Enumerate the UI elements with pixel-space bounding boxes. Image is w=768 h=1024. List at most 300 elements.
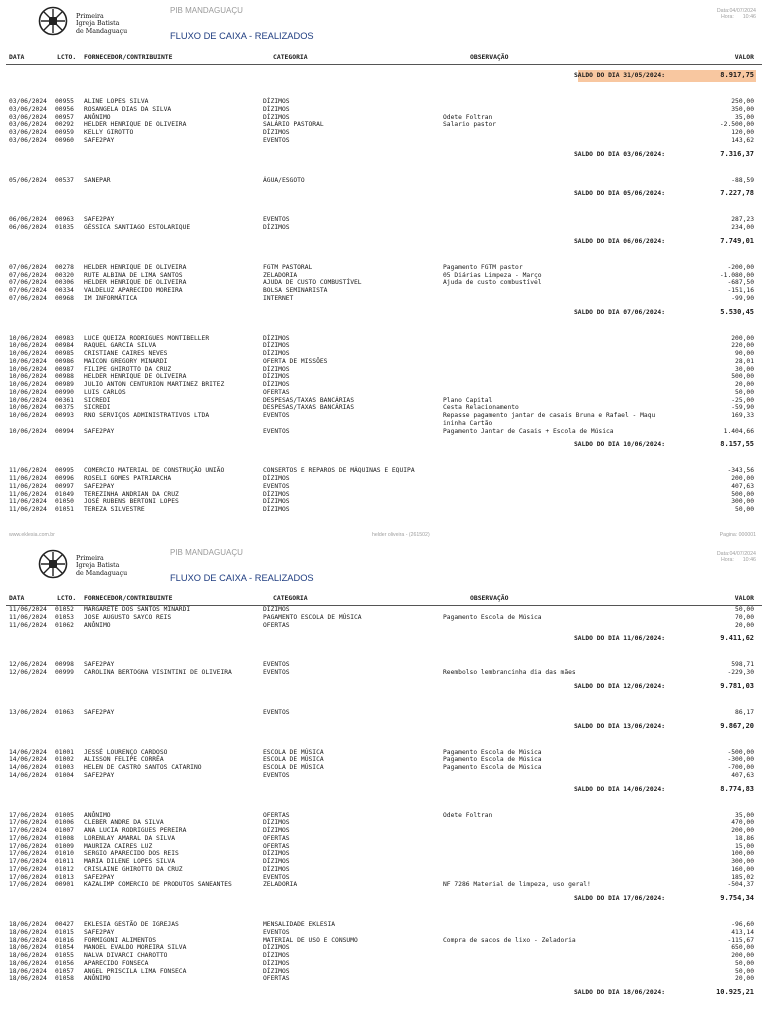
print-meta [717, 8, 756, 21]
cell-fornecedor: ALISSON FELIPE CORRÊA [84, 756, 164, 764]
cell-lcto: 01051 [55, 506, 74, 513]
cell-fornecedor: LORENLAY AMARAL DA SILVA [84, 834, 175, 842]
cell-categoria: OFERTAS [263, 834, 290, 842]
cell-lcto: 00427 [55, 921, 74, 928]
cell-lcto: 00968 [55, 294, 74, 302]
cell-categoria: EVENTOS [263, 771, 290, 779]
cell-date: 11/06/2024 [9, 613, 47, 621]
cell-lcto: 00993 [55, 412, 74, 419]
cell-lcto: 00334 [55, 287, 74, 294]
cell-valor: 86,17 [735, 708, 754, 716]
cell-observacao: Odete Foltran [443, 811, 493, 819]
cell-fornecedor: LUCE QUEIZA RODRIGUES MONTIBELLER [84, 334, 210, 342]
cell-categoria: DÍZIMOS [263, 98, 290, 105]
print-time: Hora: 10:46 [720, 14, 756, 21]
cell-fornecedor: ANÔNIMO [84, 621, 111, 629]
cell-categoria: OFERTAS [263, 621, 290, 629]
cell-categoria: ESCOLA DE MÚSICA [263, 764, 324, 771]
cell-fornecedor: HELDER HENRIQUE DE OLIVEIRA [84, 279, 187, 287]
cell-valor: 413,14 [731, 928, 754, 936]
transaction-row [0, 295, 768, 303]
cell-fornecedor: CAROLINA BERTOGNA VISINTINI DE OLIVEIRA [84, 669, 232, 676]
transaction-row [0, 874, 768, 882]
cell-categoria: DÍZIMOS [263, 498, 290, 506]
cell-date: 17/06/2024 [9, 850, 47, 858]
cell-valor: 250,00 [731, 98, 754, 105]
cell-categoria: OFERTAS [263, 388, 290, 396]
transaction-row [0, 944, 768, 952]
cell-fornecedor: ROSELI GOMES PATRIARCHA [84, 475, 172, 482]
transaction-row [0, 756, 768, 764]
cell-fornecedor: SAFE2PAY [84, 661, 115, 669]
cell-lcto: 00988 [55, 373, 74, 381]
cell-lcto: 01001 [55, 748, 74, 756]
balance-label: SALDO DO DIA 18/06/2024: [574, 989, 665, 996]
cell-lcto: 01015 [55, 928, 74, 936]
cell-fornecedor: SERGIO APARECIDO DOS REIS [84, 850, 179, 858]
cell-valor: -229,30 [727, 669, 754, 676]
cell-fornecedor: APARECIDO FONSECA [84, 959, 149, 967]
balance-label: SALDO DO DIA 31/05/2024: [574, 72, 665, 79]
cell-lcto: 00960 [55, 136, 74, 144]
cell-categoria: DÍZIMOS [263, 606, 290, 613]
cell-valor: -115,67 [727, 936, 754, 944]
transaction-row [0, 129, 768, 137]
cell-fornecedor: JULIO ANTON CENTURION MARTINEZ BRITEZ [84, 381, 225, 388]
cell-lcto: 01056 [55, 959, 74, 967]
transaction-row [0, 772, 768, 780]
cell-fornecedor: NALVA DIVARCI CHAROTTO [84, 952, 168, 959]
cell-fornecedor: ALINE LOPES SILVA [84, 98, 149, 105]
cell-fornecedor: SAFE2PAY [84, 708, 115, 716]
cell-lcto: 01013 [55, 873, 74, 881]
cell-lcto: 01062 [55, 621, 74, 629]
cell-categoria: DÍZIMOS [263, 827, 290, 834]
cell-date: 18/06/2024 [9, 967, 47, 975]
transaction-row [0, 381, 768, 389]
cell-valor: -99,90 [731, 294, 754, 302]
cell-valor: 35,00 [735, 811, 754, 819]
cell-date: 18/06/2024 [9, 959, 47, 967]
cell-date: 17/06/2024 [9, 811, 47, 819]
cell-fornecedor: SAFE2PAY [84, 928, 115, 936]
cell-observacao: 05 Diárias Limpeza - Março [443, 271, 542, 279]
cell-fornecedor: RNO SERVIÇOS ADMINISTRATIVOS LTDA [84, 412, 210, 419]
cell-valor: -700,00 [727, 764, 754, 771]
cell-date: 18/06/2024 [9, 975, 47, 983]
cell-categoria: DÍZIMOS [263, 475, 290, 482]
section-spacer [0, 88, 768, 98]
transaction-row [0, 216, 768, 224]
cell-date: 10/06/2024 [9, 334, 47, 342]
cell-valor: 160,00 [731, 865, 754, 873]
section-spacer [0, 457, 768, 467]
daily-balance-box [574, 439, 756, 451]
cell-date: 03/06/2024 [9, 129, 47, 136]
transaction-row [0, 287, 768, 295]
cell-categoria: EVENTOS [263, 216, 290, 224]
transaction-row [0, 850, 768, 858]
transaction-row [0, 614, 768, 622]
cell-fornecedor: MANOEL EVALDO MOREIRA SILVA [84, 944, 187, 952]
cell-categoria: DÍZIMOS [263, 865, 290, 873]
cell-fornecedor: HELDER HENRIQUE DE OLIVEIRA [84, 373, 187, 381]
cell-date: 17/06/2024 [9, 858, 47, 865]
cell-date: 18/06/2024 [9, 936, 47, 944]
cell-lcto: 00375 [55, 404, 74, 412]
cell-fornecedor: SAFE2PAY [84, 216, 115, 224]
transaction-row [0, 272, 768, 280]
cell-fornecedor: MAICON GREGORY MINARDI [84, 357, 168, 365]
balance-value: 8.917,75 [720, 71, 754, 79]
cell-valor: 28,01 [735, 357, 754, 365]
cell-date: 14/06/2024 [9, 764, 47, 771]
daily-balance-box [574, 633, 756, 645]
transaction-row [0, 975, 768, 983]
balance-label: SALDO DO DIA 03/06/2024: [574, 150, 665, 158]
cell-lcto: 00998 [55, 661, 74, 669]
transaction-row [0, 121, 768, 129]
cell-fornecedor: SAFE2PAY [84, 771, 115, 779]
cell-categoria: DÍZIMOS [263, 342, 290, 350]
cell-categoria: DESPESAS/TAXAS BANCÁRIAS [263, 404, 354, 412]
transaction-row [0, 177, 768, 185]
section-spacer [0, 739, 768, 749]
cell-lcto: 00995 [55, 467, 74, 475]
cell-categoria: EVENTOS [263, 661, 290, 669]
cell-categoria: DÍZIMOS [263, 129, 290, 136]
cell-valor: -504,37 [727, 881, 754, 889]
cell-valor: 470,00 [731, 819, 754, 827]
cell-date: 03/06/2024 [9, 98, 47, 105]
cell-date: 12/06/2024 [9, 669, 47, 676]
balance-value: 5.530,45 [720, 307, 754, 316]
transaction-row [0, 622, 768, 630]
cell-observacao: Pagamento Escola de Música [443, 613, 542, 621]
cell-fornecedor: JESSÉ LOURENÇO CARDOSO [84, 748, 168, 756]
cell-fornecedor: ANGEL PRISCILA LIMA FONSECA [84, 967, 187, 975]
cell-categoria: DÍZIMOS [263, 819, 290, 827]
balance-value: 10.925,21 [716, 988, 754, 996]
cell-observacao: Compra de sacos de lixo - Zeladoria [443, 936, 576, 944]
transaction-row [0, 475, 768, 483]
cell-valor: 35,00 [735, 113, 754, 121]
cell-categoria: ESCOLA DE MÚSICA [263, 756, 324, 764]
cell-fornecedor: HELEN DE CASTRO SANTOS CATARINO [84, 764, 202, 771]
cell-categoria: DÍZIMOS [263, 350, 290, 357]
cell-lcto: 00990 [55, 388, 74, 396]
balance-value: 7.749,01 [720, 236, 754, 245]
cell-valor: 20,00 [735, 381, 754, 388]
cell-fornecedor: TEREZA SILVESTRE [84, 506, 145, 513]
transaction-row [0, 412, 768, 420]
col-valor: VALOR [734, 594, 754, 602]
org-name: PIB MANDAGUAÇU [170, 548, 243, 557]
daily-balance-row [0, 983, 768, 1005]
transaction-row [0, 342, 768, 350]
cell-valor: 220,00 [731, 342, 754, 350]
daily-balance-row [0, 717, 768, 739]
col-valor: VALOR [734, 53, 754, 61]
cell-lcto: 00957 [55, 113, 74, 121]
cell-date: 11/06/2024 [9, 482, 47, 490]
cell-fornecedor: ANÔNIMO [84, 113, 111, 121]
print-date: Data:04/07/2024 [716, 551, 756, 557]
cell-valor: -2.500,00 [719, 121, 754, 129]
balance-label: SALDO DO DIA 10/06/2024: [574, 441, 665, 449]
transaction-row [0, 397, 768, 405]
balance-value: 7.227,78 [720, 189, 754, 198]
cell-date: 03/06/2024 [9, 121, 47, 129]
transaction-row [0, 137, 768, 145]
transaction-row [0, 506, 768, 514]
cell-lcto: 01012 [55, 865, 74, 873]
cell-lcto: 00999 [55, 669, 74, 676]
cell-date: 14/06/2024 [9, 748, 47, 756]
cell-categoria: DÍZIMOS [263, 334, 290, 342]
cell-categoria: EVENTOS [263, 482, 290, 490]
daily-balance-box [574, 987, 756, 999]
transaction-row [0, 335, 768, 343]
cell-date: 05/06/2024 [9, 176, 47, 184]
cell-date: 10/06/2024 [9, 350, 47, 357]
cell-valor: 169,33 [731, 412, 754, 419]
print-date: Data:04/07/2024 [716, 8, 756, 14]
cell-fornecedor: JOSÉ RUBENS BERTONI LOPES [84, 498, 179, 506]
cell-categoria: DÍZIMOS [263, 490, 290, 498]
daily-balance-row [0, 232, 768, 254]
balance-value: 9.754,34 [720, 894, 754, 902]
balance-label: SALDO DO DIA 13/06/2024: [574, 722, 665, 730]
cell-lcto: 00959 [55, 129, 74, 136]
cell-lcto: 01004 [55, 771, 74, 779]
cell-fornecedor: SAFE2PAY [84, 136, 115, 144]
cell-lcto: 01055 [55, 952, 74, 959]
cell-fornecedor: SAFE2PAY [84, 427, 115, 435]
cell-fornecedor: CLEBER ANDRE DA SILVA [84, 819, 164, 827]
cell-lcto: 00997 [55, 482, 74, 490]
cell-categoria: DÍZIMOS [263, 506, 290, 513]
cell-fornecedor: SANEPAR [84, 176, 111, 184]
cell-date: 11/06/2024 [9, 498, 47, 506]
transaction-row [0, 866, 768, 874]
daily-balance-box [574, 893, 756, 905]
cell-valor: 20,00 [735, 621, 754, 629]
cell-date: 03/06/2024 [9, 113, 47, 121]
transaction-row [0, 929, 768, 937]
cell-valor: 90,00 [735, 350, 754, 357]
col-fornecedor: FORNECEDOR/CONTRIBUINTE [84, 594, 173, 602]
daily-balance-row [0, 435, 768, 457]
cell-valor: -500,00 [727, 748, 754, 756]
col-lcto: LCTO. [57, 594, 77, 602]
cell-categoria: EVENTOS [263, 427, 290, 435]
cell-valor: 185,02 [731, 873, 754, 881]
daily-balance-row [0, 629, 768, 651]
cell-valor: 50,00 [735, 967, 754, 975]
cell-observacao: Pagamento Escola de Música [443, 756, 542, 764]
cell-lcto: 00984 [55, 342, 74, 350]
cell-categoria: DESPESAS/TAXAS BANCÁRIAS [263, 396, 354, 404]
col-fornecedor: FORNECEDOR/CONTRIBUINTE [84, 53, 173, 61]
cell-date: 10/06/2024 [9, 388, 47, 396]
cell-date: 18/06/2024 [9, 944, 47, 952]
cell-date: 07/06/2024 [9, 271, 47, 279]
transaction-row [0, 858, 768, 866]
cell-observacao: Pagamento Escola de Música [443, 748, 542, 756]
cell-categoria: EVENTOS [263, 136, 290, 144]
transactions-page-1 [0, 66, 768, 514]
cell-lcto: 00537 [55, 176, 74, 184]
daily-balance-row [0, 303, 768, 325]
daily-balance-row [0, 677, 768, 699]
cell-valor: 70,00 [735, 613, 754, 621]
daily-balance-row [0, 145, 768, 167]
cell-categoria: EVENTOS [263, 708, 290, 716]
balance-value: 9.411,62 [720, 634, 754, 643]
cell-categoria: ZELADORIA [263, 881, 298, 889]
cell-categoria: DÍZIMOS [263, 113, 290, 121]
balance-label: SALDO DO DIA 11/06/2024: [574, 635, 665, 643]
cell-valor: 50,00 [735, 506, 754, 513]
cell-observacao: Repasse pagamento jantar de casais Bruna e Rafael - Maqu [443, 412, 656, 419]
cell-categoria: OFERTAS [263, 975, 290, 983]
cell-date: 17/06/2024 [9, 881, 47, 889]
cell-lcto: 00996 [55, 475, 74, 482]
cell-observacao: Pagamento FGTM pastor [443, 263, 523, 271]
cell-lcto: 00989 [55, 381, 74, 388]
cell-valor: 200,00 [731, 952, 754, 959]
cell-lcto: 01011 [55, 858, 74, 865]
cell-categoria: INTERNET [263, 294, 294, 302]
cell-lcto: 00963 [55, 216, 74, 224]
cell-lcto: 00994 [55, 427, 74, 435]
transaction-row [0, 709, 768, 717]
cell-valor: -200,00 [727, 263, 754, 271]
cell-fornecedor: HELDER HENRIQUE DE OLIVEIRA [84, 263, 187, 271]
daily-balance-row [0, 66, 768, 88]
cell-valor: 50,00 [735, 388, 754, 396]
section-spacer [0, 802, 768, 812]
cell-date: 10/06/2024 [9, 373, 47, 381]
section-spacer [0, 254, 768, 264]
cell-fornecedor: EKLESIA GESTÃO DE IGREJAS [84, 921, 179, 928]
cell-valor: 234,00 [731, 224, 754, 231]
cell-date: 07/06/2024 [9, 279, 47, 287]
cell-valor: -25,00 [731, 396, 754, 404]
cell-date: 17/06/2024 [9, 834, 47, 842]
cell-date: 10/06/2024 [9, 396, 47, 404]
church-line-2: Igreja Batista [76, 562, 120, 570]
cell-categoria: DÍZIMOS [263, 365, 290, 373]
cell-date: 17/06/2024 [9, 873, 47, 881]
cell-lcto: 00986 [55, 357, 74, 365]
cell-observacao: Plano Capital [443, 396, 493, 404]
cell-lcto: 00361 [55, 396, 74, 404]
transaction-row [0, 812, 768, 820]
org-name: PIB MANDAGUAÇU [170, 6, 243, 15]
report-title: FLUXO DE CAIXA - REALIZADOS [170, 31, 314, 41]
cell-valor: 143,62 [731, 136, 754, 144]
transaction-row [0, 498, 768, 506]
transaction-row [0, 843, 768, 851]
cell-valor: 300,00 [731, 498, 754, 506]
transaction-row [0, 669, 768, 677]
cell-lcto: 00983 [55, 334, 74, 342]
church-logo-icon [38, 549, 68, 579]
transaction-row [0, 389, 768, 397]
cell-categoria: ZELADORIA [263, 271, 298, 279]
cell-categoria: OFERTAS [263, 811, 290, 819]
section-spacer [0, 651, 768, 661]
footer-site: www.eklesia.com.br [9, 532, 55, 538]
cell-valor: 200,00 [731, 827, 754, 834]
cell-valor: 407,63 [731, 771, 754, 779]
balance-value: 9.781,03 [720, 681, 754, 690]
cell-valor: 200,00 [731, 334, 754, 342]
cell-categoria: OFERTA DE MISSÕES [263, 357, 328, 365]
cell-fornecedor: MARGARETE DOS SANTOS MINARDI [84, 606, 191, 613]
cell-valor: 50,00 [735, 959, 754, 967]
cell-lcto: 00292 [55, 121, 74, 129]
daily-balance-row [0, 184, 768, 206]
cell-categoria: MATERIAL DE USO E CONSUMO [263, 936, 358, 944]
section-spacer [0, 699, 768, 709]
transaction-row [0, 98, 768, 106]
cell-fornecedor: LUIS CARLOS [84, 388, 126, 396]
cell-date: 18/06/2024 [9, 921, 47, 928]
cell-categoria: EVENTOS [263, 412, 290, 419]
transaction-row [0, 483, 768, 491]
cell-valor: 100,00 [731, 850, 754, 858]
cell-date: 18/06/2024 [9, 952, 47, 959]
cell-lcto: 01049 [55, 490, 74, 498]
cell-observacao: NF 7286 Material de limpeza, uso geral! [443, 881, 591, 889]
cell-observacao: Pagamento Jantar de Casais + Escola de Música [443, 427, 614, 435]
transaction-row [0, 881, 768, 889]
cell-categoria: ÁGUA/ESGOTO [263, 176, 305, 184]
cell-fornecedor: TEREZINHA ANDRIAN DA CRUZ [84, 490, 179, 498]
church-line-2: Igreja Batista [76, 20, 120, 28]
col-categoria: CATEGORIA [273, 53, 308, 61]
transaction-row [0, 937, 768, 945]
section-spacer [0, 911, 768, 921]
balance-label: SALDO DO DIA 12/06/2024: [574, 682, 665, 690]
cell-valor: -300,00 [727, 756, 754, 764]
transaction-row [0, 467, 768, 475]
cell-fornecedor: IM INFORMÁTICA [84, 294, 138, 302]
daily-balance-box [574, 307, 756, 319]
cell-date: 14/06/2024 [9, 771, 47, 779]
cell-date: 11/06/2024 [9, 606, 47, 613]
cell-observacao: Reembolso lembrancinha dia das mães [443, 669, 576, 676]
cell-date: 10/06/2024 [9, 365, 47, 373]
cell-observacao: Pagamento Escola de Música [443, 764, 542, 771]
transaction-row [0, 827, 768, 835]
transaction-row [0, 764, 768, 772]
cell-categoria: ESCOLA DE MÚSICA [263, 748, 324, 756]
cell-date: 03/06/2024 [9, 105, 47, 113]
cell-observacao: ininha Cartão [443, 419, 493, 427]
cell-valor: 30,00 [735, 365, 754, 373]
transaction-row [0, 420, 768, 428]
transaction-row [0, 606, 768, 614]
cell-date: 12/06/2024 [9, 661, 47, 669]
cell-date: 14/06/2024 [9, 756, 47, 764]
cell-lcto: 01016 [55, 936, 74, 944]
cell-valor: -88,59 [731, 176, 754, 184]
church-logo-icon [38, 6, 68, 36]
